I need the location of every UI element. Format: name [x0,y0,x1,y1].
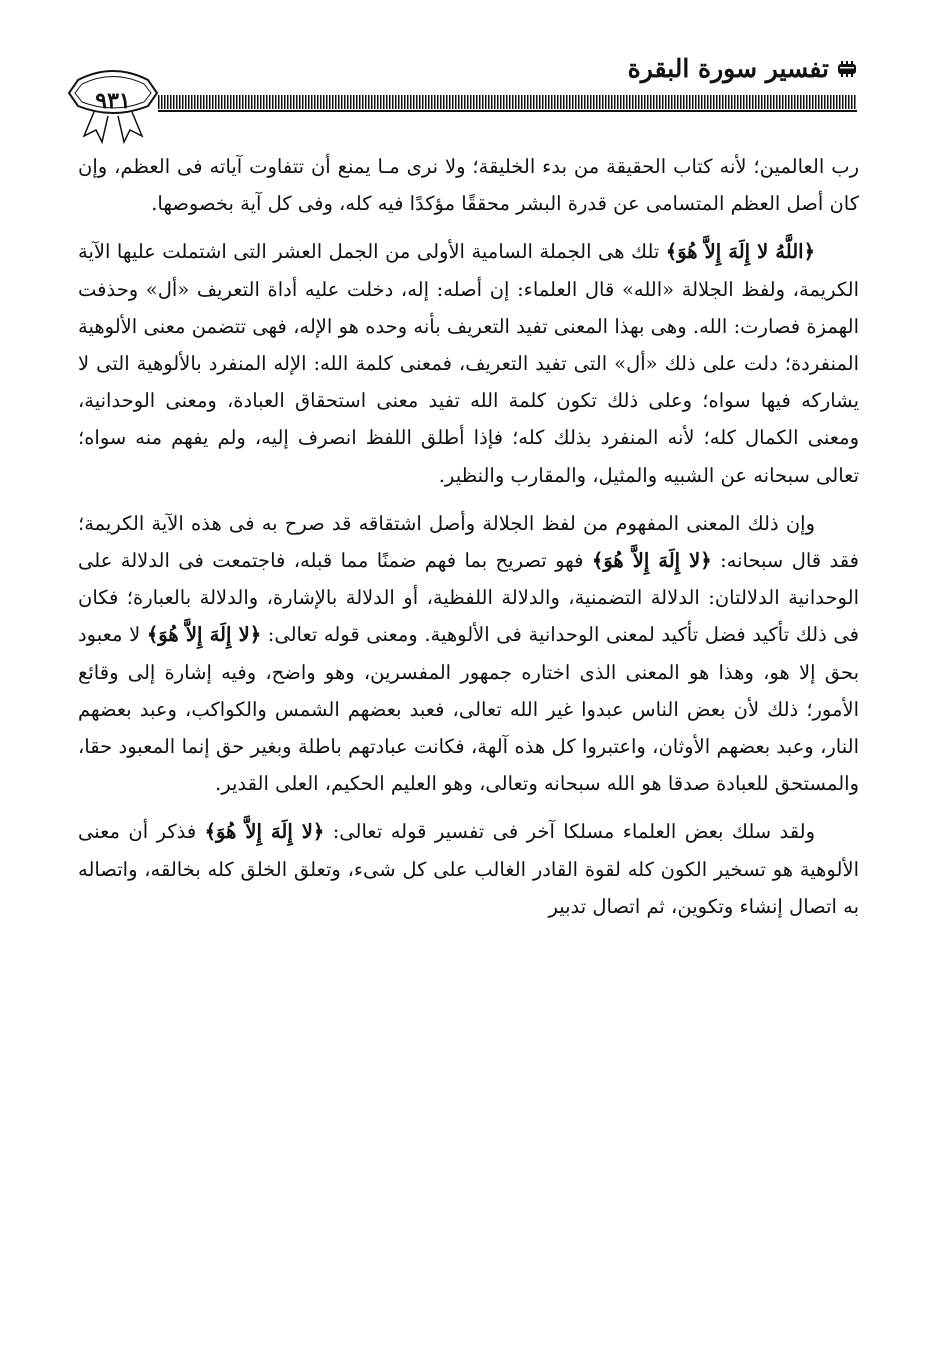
header-rule [158,95,857,109]
ornament-icon [837,60,857,78]
body-text: فهو تصريح بما فهم ضمنًا مما قبله، فاجتمعت فى الدلالة على الوحدانية الدلالتان: الدلالة التضمنية، والدلالة اللفظية، أو الدلالة بالإشارة، والدلالة بالعبارة؛ فكان فى ذلك تأكيد فضل تأكيد لمعنى الوحدانية فى الألوهية. ومعنى قوله تعالى: [78,549,859,647]
body-text: وإن ذلك المعنى المفهوم من لفظ الجلالة وأصل اشتقاقه قد صرح به فى هذه الآية الكريمة؛ فقد قال سبحانه: [78,511,859,573]
body-text: تلك هى الجملة السامية الأولى من الجمل العشر التى اشتملت عليها الآية الكريمة، ولفظ الجلالة «الله» قال العلماء: إن أصله: إله، دخلت عليه أداة التعريف «أل» وحذفت الهمزة فصارت: الله. وهى بهذا المعنى تفيد التعريف بأنه وحده هو الإله، فهى تتضمن معنى الألوهية المنفردة؛ دلت على ذلك «أل» التى تفيد التعريف، فمعنى كلمة الله: الإله المنفرد بالألوهية التى لا يشاركه فيها سواه؛ وعلى ذلك تكون كلمة الله تفيد معنى استحقاق العبادة، ومعنى الوحدانية، ومعنى الكمال كله؛ لأنه المنفرد بذلك كله؛ فإذا أطلق اللفظ انصرف إليه، ولم يفهم منه سواه؛ تعالى سبحانه عن الشبيه والمثيل، والمقارب والنظير. [78,240,859,487]
quran-quote: ﴿لا إِلَهَ إِلاَّ هُوَ﴾ [146,623,262,647]
quran-quote: ﴿لا إِلَهَ إِلاَّ هُوَ﴾ [591,549,712,573]
page-number: ٩٣١ [95,88,131,114]
body-text: ولقد سلك بعض العلماء مسلكا آخر فى تفسير قوله تعالى: [324,820,815,844]
body-text: لا معبود بحق إلا هو، وهذا هو المعنى الذى اختاره جمهور المفسرين، وهو واضح، وفيه إشارة إلى وقائع الأمور؛ ذلك لأن بعض الناس عبدوا غير الله تعالى، فعبد بعضهم الشمس والكواكب، وعبد بعضهم النار، وعبد بعضهم الأوثان، واعتبروا كل هذه آلهة، فكانت عبادتهم باطلة وبغير حق إنما المعبود حقا، والمستحق للعبادة صدقا هو الله سبحانه وتعالى، وهو العليم الحكيم، العلى القدير. [78,623,859,796]
quran-quote: ﴿لا إِلَهَ إِلاَّ هُوَ﴾ [204,820,325,844]
header-rule-base [158,110,857,112]
quran-quote: ﴿اللَّهُ لا إِلَهَ إِلاَّ هُوَ﴾ [665,240,815,264]
body-text: فذكر أن معنى الألوهية هو تسخير الكون كله لقوة القادر الغالب على كل شىء، وتعلق الخلق كله بخالقه، واتصاله به اتصال إنشاء وتكوين، ثم اتصال تدبير [78,820,859,918]
paragraph [78,505,859,803]
body-text: رب العالمين؛ لأنه كتاب الحقيقة من بدء الخليقة؛ ولا نرى مـا يمنع أن تتفاوت آياته فى العظم، وإن كان أصل العظم المتسامى عن قدرة البشر محققًا مؤكدًا فيه كله، وفى كل آية بخصوصها. [78,155,859,216]
book-title: تفسير سورة البقرة [627,54,829,83]
page-header [0,40,927,140]
running-title [628,54,857,83]
paragraph [78,148,859,222]
page-body [78,148,859,936]
paragraph [78,233,859,493]
paragraph [78,813,859,925]
